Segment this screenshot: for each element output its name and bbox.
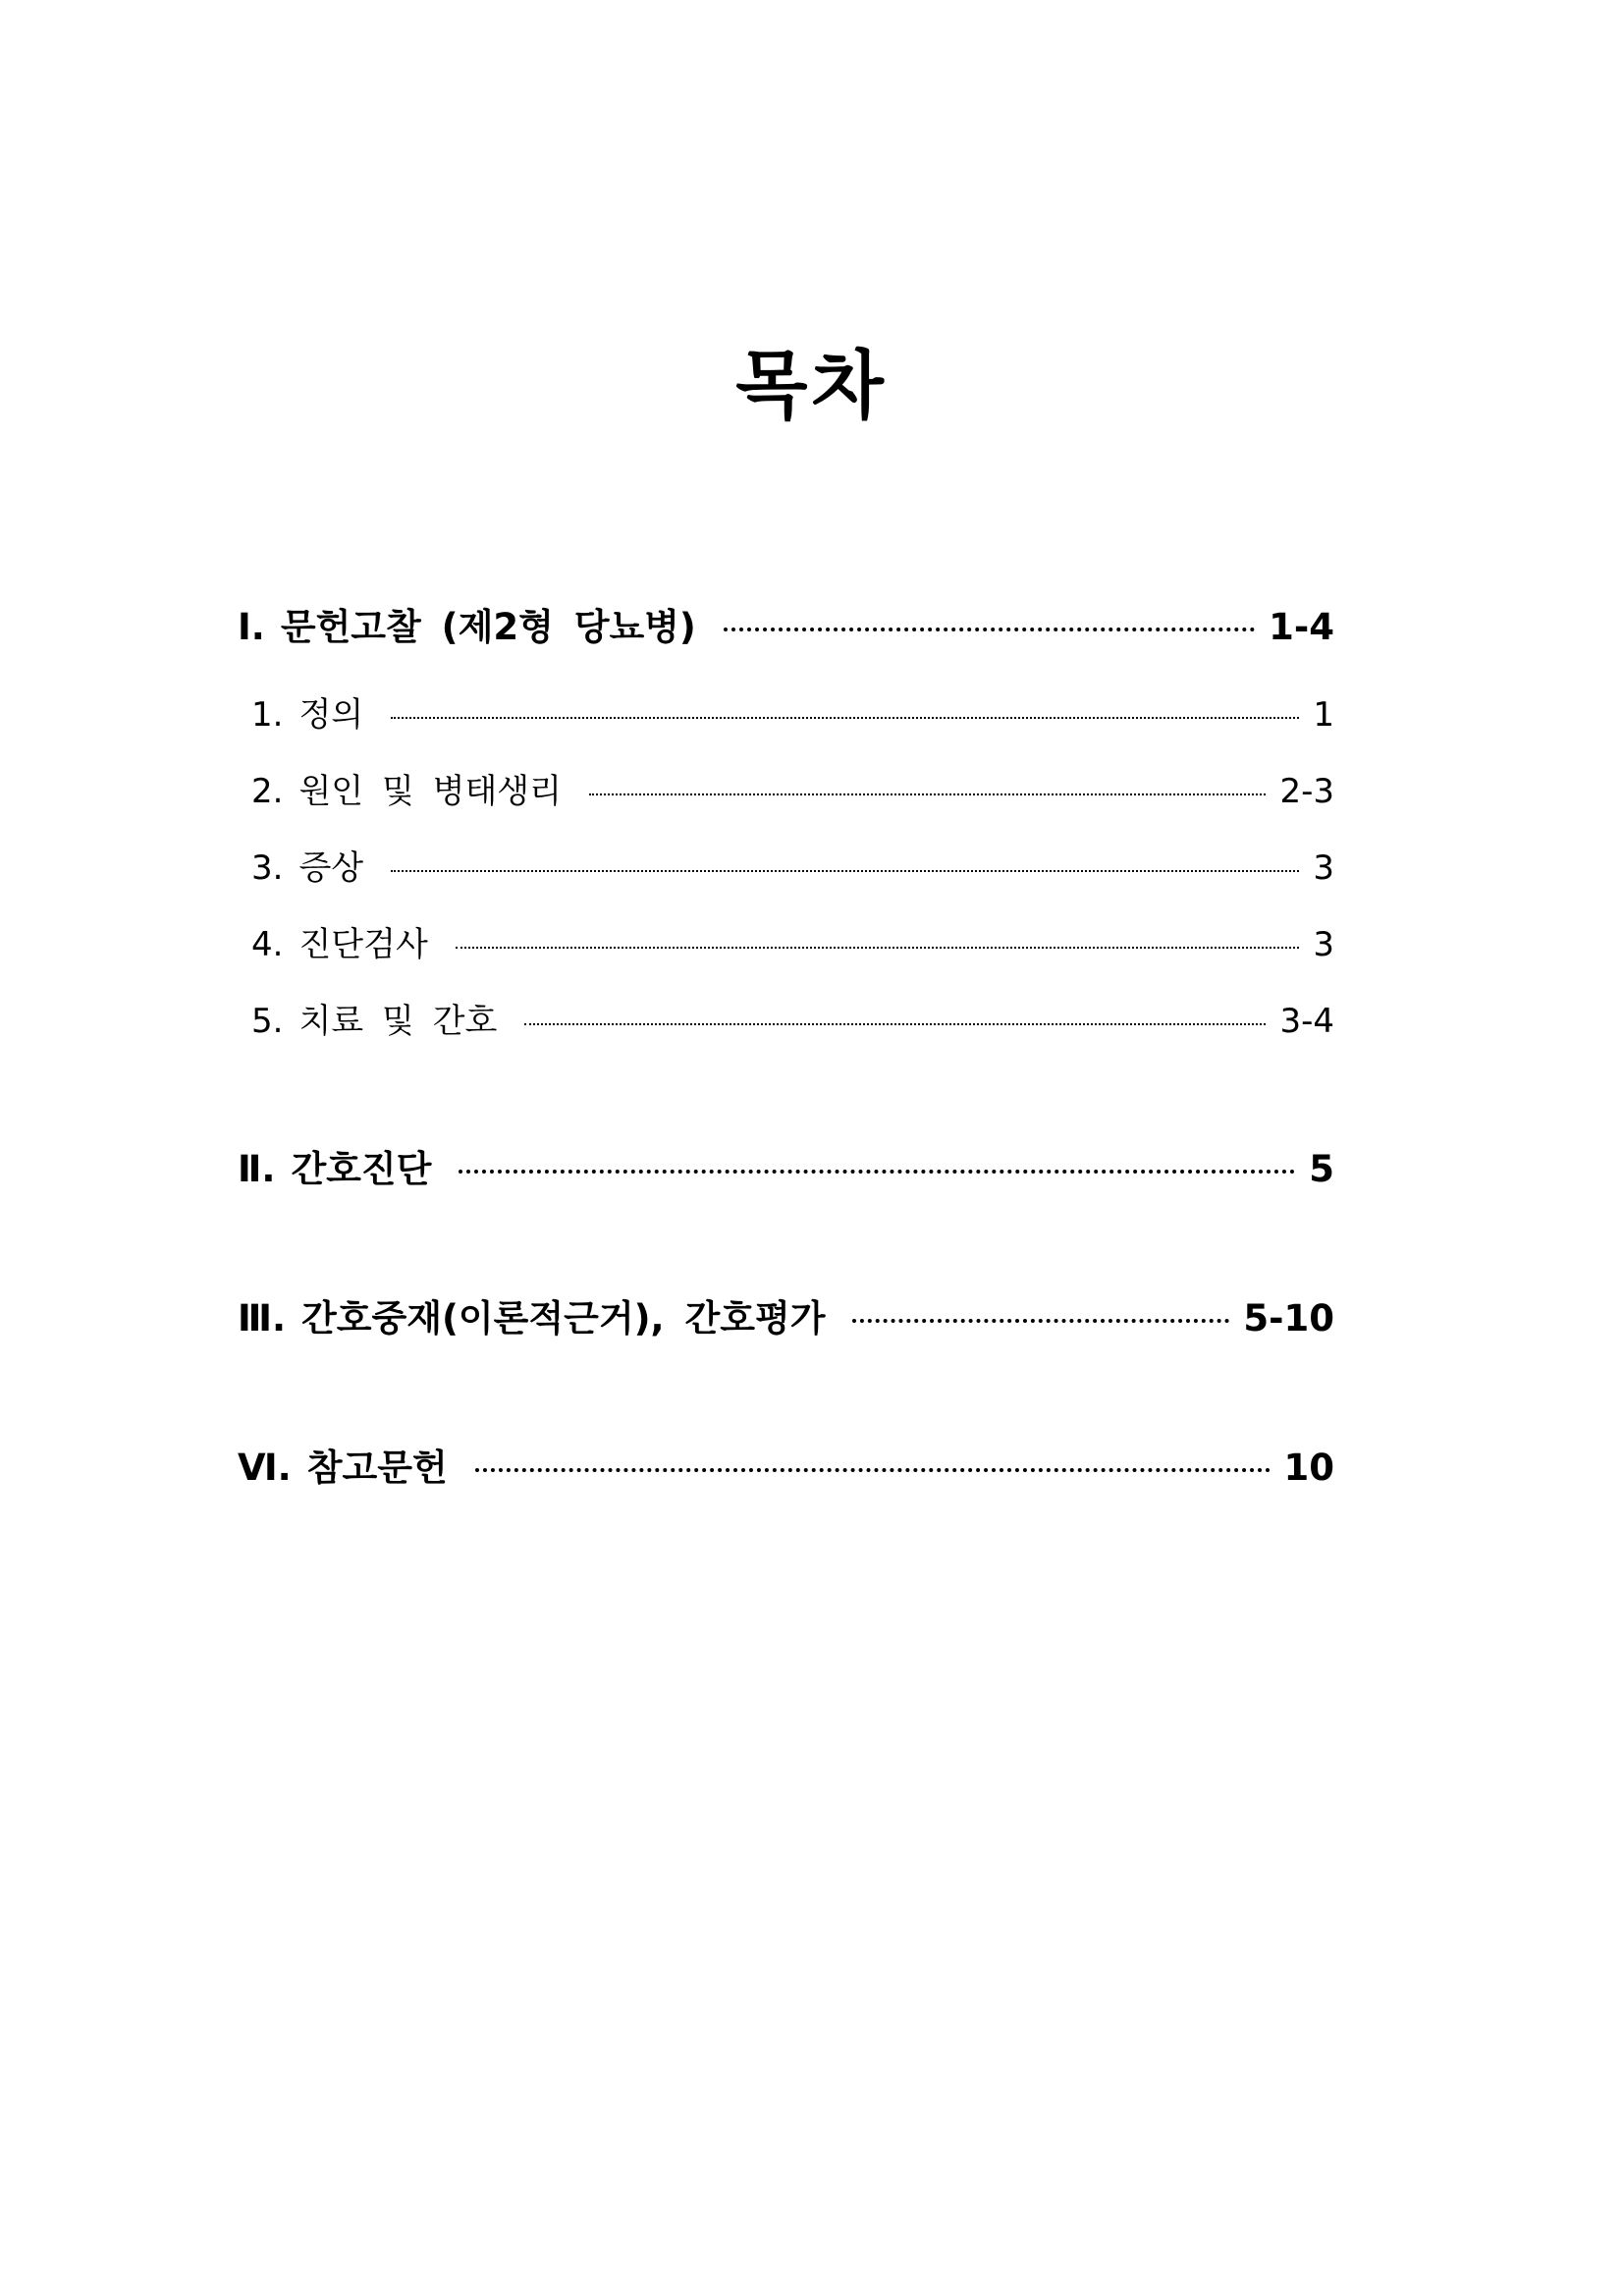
toc-subsection-number: 1. [251, 695, 284, 735]
toc-page-number: 1 [1313, 695, 1334, 735]
dot-leader [456, 947, 1300, 949]
toc-subsection-2[interactable] [251, 764, 1334, 812]
toc-page-number: 2-3 [1279, 772, 1334, 811]
toc-section-label: 참고문헌 [306, 1447, 448, 1489]
toc-subsection-label: 증상 [298, 848, 364, 888]
page-title: 목차 [735, 342, 888, 429]
toc-section-2[interactable] [238, 1139, 1334, 1192]
toc-subsection-4[interactable] [251, 917, 1334, 965]
toc-page-number: 3 [1313, 925, 1334, 964]
toc-page-number: 1-4 [1269, 606, 1334, 648]
toc-subsection-number: 3. [251, 848, 284, 888]
toc-section-1[interactable] [238, 597, 1334, 650]
toc-section-4[interactable] [238, 1438, 1334, 1491]
toc-subsection-label: 정의 [298, 695, 364, 735]
toc-subsection-number: 5. [251, 1002, 284, 1041]
toc-subsection-3[interactable] [251, 841, 1334, 889]
dot-leader [852, 1319, 1229, 1323]
dot-leader [459, 1170, 1295, 1174]
dot-leader [391, 717, 1299, 719]
toc-page-number: 10 [1283, 1447, 1334, 1489]
dot-leader [391, 870, 1299, 872]
toc-section-number: Ⅱ. [238, 1148, 276, 1190]
toc-page-number: 5-10 [1243, 1297, 1334, 1339]
toc-subsection-label: 치료 및 간호 [298, 1002, 498, 1041]
toc-subsection-5[interactable] [251, 994, 1334, 1042]
toc-section-number: Ⅰ. [238, 606, 265, 648]
toc-subsection-number: 2. [251, 772, 284, 811]
toc-section-label: 간호진단 [291, 1148, 432, 1190]
toc-subsection-number: 4. [251, 925, 284, 964]
dot-leader [724, 628, 1255, 631]
toc-section-3[interactable] [238, 1288, 1334, 1341]
toc-subsection-label: 원인 및 병태생리 [298, 772, 562, 811]
dot-leader [589, 793, 1266, 795]
toc-subsection-label: 진단검사 [298, 925, 428, 964]
toc-section-number: Ⅵ. [238, 1447, 292, 1489]
toc-page-number: 3 [1313, 848, 1334, 888]
toc-subsection-1[interactable] [251, 687, 1334, 736]
toc-section-label: 간호중재(이론적근거), 간호평가 [301, 1297, 826, 1339]
dot-leader [475, 1468, 1271, 1472]
toc-section-number: Ⅲ. [238, 1297, 287, 1339]
toc-page-number: 3-4 [1279, 1002, 1334, 1041]
toc-section-label: 문헌고찰 (제2형 당뇨병) [280, 606, 696, 648]
toc-page-number: 5 [1309, 1148, 1334, 1190]
dot-leader [524, 1023, 1266, 1025]
